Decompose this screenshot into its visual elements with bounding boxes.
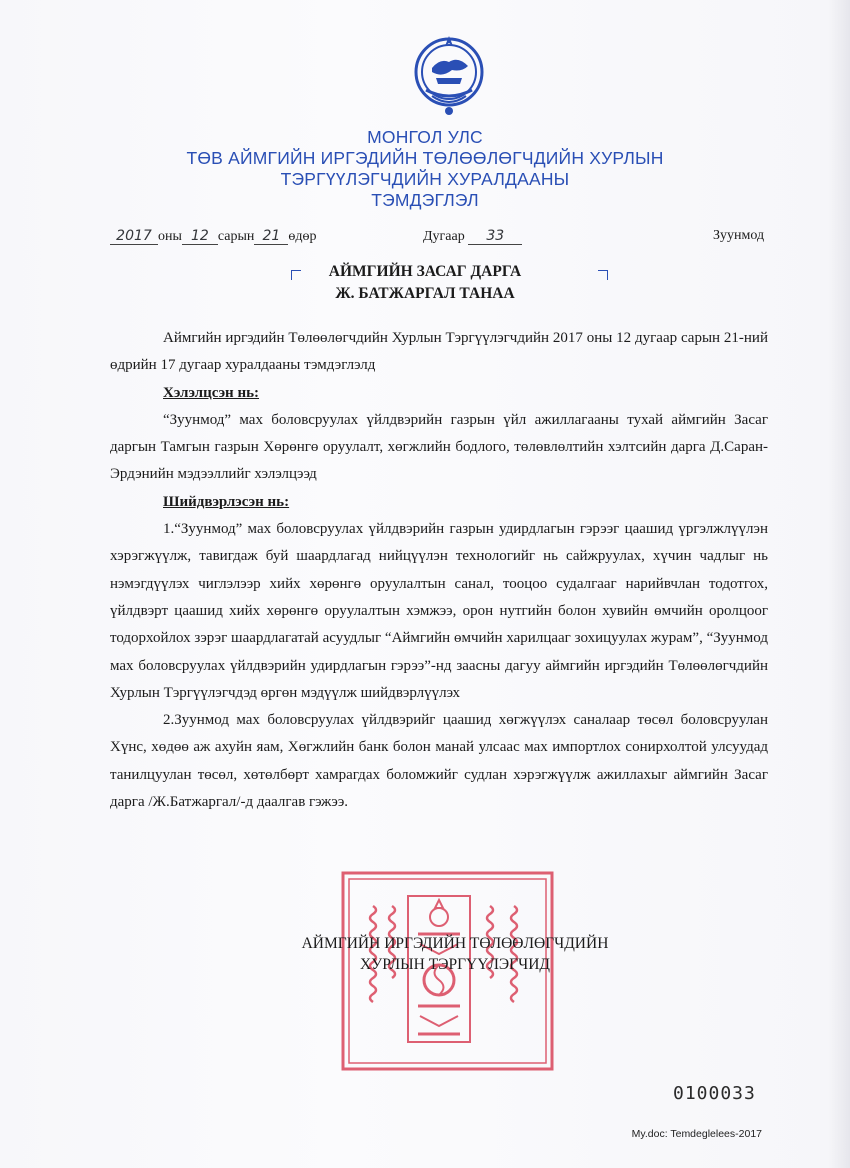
number-value: 33 [468, 228, 522, 245]
intro-paragraph: Аймгийн иргэдийн Төлөөлөгчдийн Хурлын Тэргүүлэгчдийн 2017 оны 12 дугаар сарын 21-ний өдрийн 17 дугаар хуралдааны тэмдэглэлд [110, 330, 768, 374]
document-body [110, 325, 768, 816]
header-council: ТӨВ АЙМГИЙН ИРГЭДИЙН ТӨЛӨӨЛӨГЧДИЙН ХУРЛЫН [186, 148, 664, 168]
date-field [110, 228, 317, 245]
addressee-name: Ж. БАТЖАРГАЛ ТАНАА [335, 285, 515, 302]
discussed-paragraph: “Зуунмод” мах боловсруулах үйлдвэрийн газрын үйл ажиллагааны тухай аймгийн Засаг даргын Тамгын газрын Хөрөнгө оруулалт, хөгжлийн бодлого, төлөвлөлтийн хэлтсийн дарга Д.Саран-Эрдэнийн мэдээллийг хэлэлцээд [110, 411, 768, 483]
state-emblem-icon [412, 32, 486, 118]
header-doc-type: ТЭМДЭГЛЭЛ [371, 190, 479, 210]
decision-1: 1.“Зуунмод” мах боловсруулах үйлдвэрийн газрын удирдлагын гэрээг цаашид үргэлжлүүлэн хэрэгжүүлж, тавигдаж буй шаардлагад нийцүүлэн технологийг нь сайжруулах, хүчин чадлыг нь нэмэгдүүлэх чиглэлээр хийх хөрөнгө оруулалтын санал, тооцоо судалгааг нарийвчлан тодотгох, үйлдвэрт цаашид хийх хөрөнгө оруулалтын хэмжээ, орон нутгийн болон хувийн өмчийн оролцоог тодорхойлох зэрэг шаардлагатай асуудлыг “Аймгийн өмчийн харилцааг зохицуулах журам”, “Зуунмод мах боловсруулах үйлдвэрийн удирдлагын гэрээ”-нд заасны дагуу аймгийн иргэдийн Төлөөлөгчдийн Хурлын Тэргүүлэгчдэд өргөн мэдүүлж шийдвэрлүүлэх [110, 521, 768, 701]
decided-heading: Шийдвэрлэсэн нь: [163, 493, 290, 510]
addressee-title: АЙМГИЙН ЗАСАГ ДАРГА [328, 263, 522, 280]
date-month: 12 [182, 228, 218, 245]
place: Зуунмод [713, 228, 765, 243]
footer-file-reference: My.doc: Temdeglelees-2017 [631, 1128, 762, 1140]
discussed-heading: Хэлэлцсэн нь: [163, 384, 260, 401]
signature-line-1: АЙМГИЙН ИРГЭДИЙН ТӨЛӨӨЛӨГЧДИЙН [301, 935, 609, 952]
date-day-suffix: өдөр [288, 229, 317, 244]
signature-line-2: ХУРЛЫН ТЭРГҮҮЛЭГЧИД [360, 956, 550, 973]
decided-heading-row [110, 489, 768, 516]
serial-number: 0100033 [673, 1083, 756, 1104]
header-session: ТЭРГҮҮЛЭГЧДИЙН ХУРАЛДААНЫ [280, 169, 570, 189]
date-day: 21 [254, 228, 288, 245]
discussed-heading-row [110, 380, 768, 407]
date-year-suffix: оны [158, 229, 182, 244]
decision-2: 2.Зуунмод мах боловсруулах үйлдвэрийг цаашид хөгжүүлэх саналаар төсөл боловсруулан Хүнс, хөдөө аж ахуйн яам, Хөгжлийн банк болон манай улсаас мах импортлох сонирхолтой улсуудад танилцуулан төсөл, хөтөлбөрт хамрагдах боломжийг судлан хэрэгжүүлж ажиллахыг аймгийн Засаг дарга /Ж.Батжаргал/-д даалгав гэжээ. [110, 712, 768, 811]
header-country: МОНГОЛ УЛС [367, 127, 483, 147]
date-year: 2017 [110, 228, 158, 245]
date-month-suffix: сарын [217, 229, 255, 244]
number-label: Дугаар [423, 229, 465, 244]
number-field [423, 228, 522, 245]
